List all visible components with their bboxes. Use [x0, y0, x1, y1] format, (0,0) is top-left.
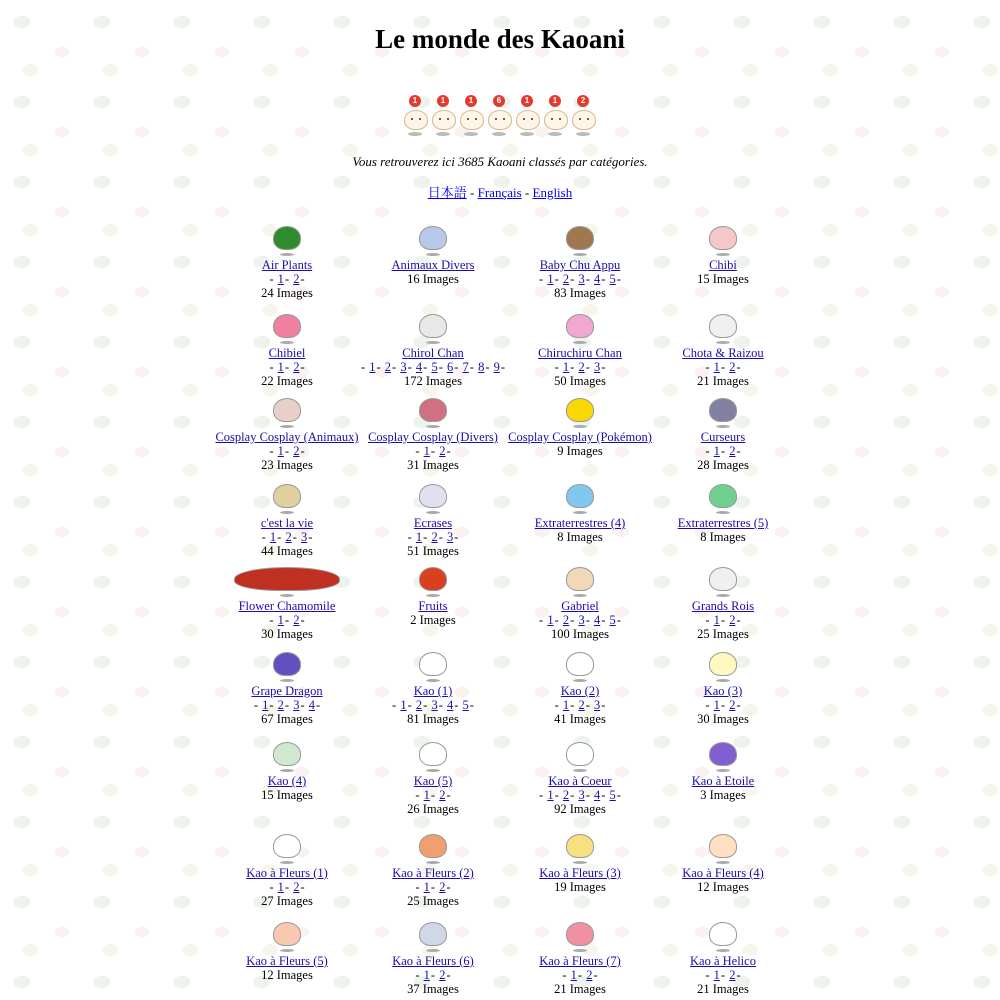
pikachu-kaoani-icon[interactable] [566, 398, 594, 422]
page-link[interactable]: 3 [578, 613, 585, 627]
category-link[interactable]: Chirol Chan [402, 346, 464, 360]
page-link[interactable]: 1 [547, 272, 554, 286]
page-link[interactable]: 1 [562, 360, 570, 374]
category-item [212, 738, 362, 802]
page-links: - 1- 2- 3- 4- 5- [539, 613, 621, 627]
category-item [212, 918, 362, 982]
category-item [505, 738, 655, 816]
image-count: 51 Images [407, 544, 459, 558]
apple-digit-icon: 1 [437, 95, 449, 107]
helicopter-kaoani-icon[interactable] [709, 922, 737, 946]
page-link[interactable]: 1 [570, 968, 577, 982]
page-link[interactable]: 4 [308, 698, 315, 712]
page-link[interactable]: 1 [423, 444, 430, 458]
page-links: - 1- 2- 3- 4- [253, 698, 321, 712]
chiruchiru-kaoani-icon[interactable] [566, 314, 594, 338]
page-link[interactable]: 9 [493, 360, 500, 374]
category-link[interactable]: Kao (2) [560, 684, 600, 698]
page-link[interactable]: 5 [609, 613, 616, 627]
category-link[interactable]: Kao à Fleurs (1) [246, 866, 328, 880]
page-link[interactable]: 1 [423, 968, 430, 982]
category-item [648, 830, 798, 894]
page-link[interactable]: 3 [593, 360, 601, 374]
category-item [212, 222, 362, 300]
page-link[interactable]: 2 [578, 698, 585, 712]
category-link[interactable]: Chibi [709, 258, 737, 272]
image-count: 26 Images [407, 802, 459, 816]
alien-blue-kaoani-icon[interactable] [566, 484, 594, 508]
category-link[interactable]: Kao (5) [413, 774, 453, 788]
page-link[interactable]: 2 [293, 444, 300, 458]
category-link[interactable]: Kao (4) [267, 774, 307, 788]
page-link[interactable]: 3 [578, 788, 585, 802]
page-link[interactable]: 3 [578, 272, 585, 286]
image-count: 28 Images [697, 458, 749, 472]
image-count: 16 Images [407, 272, 459, 286]
image-count: 8 Images [557, 530, 603, 544]
category-item [648, 738, 798, 802]
page-links: - 1- 2- [269, 360, 305, 374]
apple-digit-icon: 6 [493, 95, 505, 107]
category-link[interactable]: Grands Rois [691, 599, 755, 613]
page-link[interactable]: 1 [277, 613, 284, 627]
category-link[interactable]: Curseurs [700, 430, 746, 444]
category-item [358, 830, 508, 908]
apple-digit-icon: 2 [577, 95, 589, 107]
category-link[interactable]: Chota & Raizou [682, 346, 764, 360]
category-item [648, 394, 798, 472]
page-link[interactable]: 2 [439, 968, 446, 982]
category-item [358, 918, 508, 996]
chibi-kaoani-icon[interactable] [709, 226, 737, 250]
chirol-kaoani-icon[interactable] [419, 314, 447, 338]
page-links: - 1- 2- [269, 272, 305, 286]
page-links: - 1- 2- [562, 968, 598, 982]
flower-crown-kaoani-icon[interactable] [273, 484, 301, 508]
squashed-kaoani-icon[interactable] [419, 484, 447, 508]
fruit-kaoani-icon[interactable] [419, 567, 447, 591]
page-link[interactable]: 1 [277, 880, 284, 894]
page-link[interactable]: 2 [293, 360, 300, 374]
category-item [358, 222, 508, 286]
image-count: 22 Images [261, 374, 313, 388]
category-link[interactable]: Cosplay Cosplay (Divers) [368, 430, 498, 444]
image-count: 24 Images [261, 286, 313, 300]
dragon-kaoani-icon[interactable] [273, 652, 301, 676]
image-count: 37 Images [407, 982, 459, 996]
logo-kaoani-icon [516, 95, 538, 139]
category-item [358, 480, 508, 558]
page-links: - 1- 2- [415, 968, 451, 982]
page-links: - 1- 2- 3- [261, 530, 313, 544]
lang-japanese-link[interactable]: 日本語 [427, 185, 467, 200]
page-links: - 1- 2- 3- [554, 360, 606, 374]
page-link[interactable]: 1 [277, 360, 284, 374]
image-count: 15 Images [261, 788, 313, 802]
page-link[interactable]: 2 [293, 880, 300, 894]
category-item [212, 310, 362, 388]
page-link[interactable]: 1 [415, 530, 423, 544]
page-link[interactable]: 2 [562, 613, 570, 627]
page-link[interactable]: 2 [562, 272, 570, 286]
gabriel-kaoani-icon[interactable] [566, 567, 594, 591]
page-links: - 1- 2- [269, 444, 305, 458]
page-link[interactable]: 1 [713, 968, 720, 982]
page-link[interactable]: 1 [423, 788, 430, 802]
lang-french-link[interactable]: Français [477, 185, 522, 200]
category-item [505, 918, 655, 996]
page-link[interactable]: 1 [562, 698, 570, 712]
category-link[interactable]: Chiruchiru Chan [538, 346, 622, 360]
chibiel-kaoani-icon[interactable] [273, 314, 301, 338]
image-count: 12 Images [697, 880, 749, 894]
category-link[interactable]: Gabriel [561, 599, 599, 613]
page-links: - 1- 2- 3- 4- 5- [539, 788, 621, 802]
category-item [358, 648, 508, 726]
flower-kaoani-4-icon[interactable] [709, 834, 737, 858]
lang-separator: - [470, 185, 475, 200]
image-count: 30 Images [697, 712, 749, 726]
kaoani-logo [404, 95, 594, 139]
image-count: 50 Images [554, 374, 606, 388]
page-links: - 1- 2- 3- 4- 5- [392, 698, 474, 712]
page-link[interactable]: 8 [478, 360, 485, 374]
page-link[interactable]: 2 [439, 444, 446, 458]
page-link[interactable]: 5 [431, 360, 438, 374]
image-count: 15 Images [697, 272, 749, 286]
category-item [648, 222, 798, 286]
page-link[interactable]: 2 [293, 272, 300, 286]
category-item [358, 738, 508, 816]
page-links: - 1- 2- [269, 880, 305, 894]
page-link[interactable]: 3 [293, 698, 300, 712]
page-link[interactable]: 2 [293, 613, 300, 627]
category-link[interactable]: c'est la vie [260, 516, 314, 530]
page-link[interactable]: 1 [713, 360, 720, 374]
apple-digit-icon: 1 [465, 95, 477, 107]
image-count: 23 Images [261, 458, 313, 472]
page-link[interactable]: 5 [462, 698, 469, 712]
apple-digit-icon: 1 [549, 95, 561, 107]
page-link[interactable]: 2 [729, 698, 736, 712]
page-link[interactable]: 2 [729, 968, 736, 982]
page-link[interactable]: 2 [439, 880, 446, 894]
kao-2-icon[interactable] [566, 652, 594, 676]
category-item [505, 830, 655, 894]
category-item [358, 563, 508, 627]
category-item [648, 648, 798, 726]
image-count: 172 Images [404, 374, 462, 388]
page-link[interactable]: 2 [431, 530, 438, 544]
lang-separator: - [524, 185, 530, 200]
flower-kaoani-7-icon[interactable] [566, 922, 594, 946]
kao-3-icon[interactable] [709, 652, 737, 676]
page-link[interactable]: 1 [713, 444, 720, 458]
cat-kaoani-icon[interactable] [709, 314, 737, 338]
page-link[interactable]: 2 [729, 444, 736, 458]
image-count: 83 Images [554, 286, 606, 300]
intro-text: Vous retrouverez ici 3685 Kaoani classés par catégories. [352, 154, 648, 169]
image-count: 67 Images [261, 712, 313, 726]
page-link[interactable]: 2 [285, 530, 292, 544]
category-link[interactable]: Kao à Fleurs (2) [392, 866, 474, 880]
page-link[interactable]: 2 [277, 698, 284, 712]
kao-5-icon[interactable] [419, 742, 447, 766]
page-link[interactable]: 3 [593, 698, 601, 712]
logo-kaoani-icon [544, 95, 566, 139]
page-link[interactable]: 3 [446, 530, 454, 544]
category-link[interactable]: Extraterrestres (5) [677, 516, 769, 530]
page-link[interactable]: 5 [609, 788, 616, 802]
image-count: 9 Images [557, 444, 603, 458]
category-item [212, 648, 362, 726]
green-plant-kaoani-icon[interactable] [273, 226, 301, 250]
cosplay-misc-kaoani-icon[interactable] [419, 398, 447, 422]
category-item [505, 480, 655, 544]
page-links: - 1- 2- [415, 444, 451, 458]
page-title: Le monde des Kaoani [375, 24, 625, 54]
category-link[interactable]: Kao (3) [703, 684, 743, 698]
category-link[interactable]: Chibiel [268, 346, 306, 360]
page-links: - 1- 2- 3- 4- 5- [539, 272, 621, 286]
category-link[interactable]: Kao à Fleurs (5) [246, 954, 328, 968]
page-links: - 1- 2- 3- [407, 530, 459, 544]
flower-kaoani-1-icon[interactable] [273, 834, 301, 858]
category-item [212, 480, 362, 558]
page-link[interactable]: 6 [446, 360, 454, 374]
king-kaoani-icon[interactable] [709, 567, 737, 591]
image-count: 25 Images [697, 627, 749, 641]
logo-kaoani-icon [572, 95, 594, 139]
category-item [505, 648, 655, 726]
image-count: 27 Images [261, 894, 313, 908]
lang-english-link[interactable]: English [532, 185, 573, 200]
image-count: 8 Images [700, 530, 746, 544]
page-link[interactable]: 4 [446, 698, 454, 712]
animal-kaoani-icon[interactable] [419, 226, 447, 250]
page-link[interactable]: 1 [547, 613, 554, 627]
category-item [648, 563, 798, 641]
umbrella-kaoani-icon[interactable] [709, 742, 737, 766]
category-link[interactable]: Flower Chamomile [238, 599, 336, 613]
page-links: - 1- 2- [705, 360, 741, 374]
cosplay-animal-kaoani-icon[interactable] [273, 398, 301, 422]
page-link[interactable]: 1 [262, 698, 269, 712]
page-link[interactable]: 3 [431, 698, 438, 712]
page-link[interactable]: 4 [593, 788, 601, 802]
sushi-kaoani-icon[interactable] [234, 567, 340, 591]
category-item [358, 394, 508, 472]
cursor-kaoani-icon[interactable] [709, 398, 737, 422]
category-link[interactable]: Cosplay Cosplay (Pokémon) [508, 430, 652, 444]
category-link[interactable]: Kao à Fleurs (7) [539, 954, 621, 968]
logo-kaoani-icon [488, 95, 510, 139]
image-count: 100 Images [551, 627, 609, 641]
image-count: 3 Images [700, 788, 746, 802]
page-link[interactable]: 3 [300, 530, 308, 544]
page-link[interactable]: 2 [562, 788, 570, 802]
category-link[interactable]: Kao à Fleurs (4) [682, 866, 764, 880]
category-item [505, 310, 655, 388]
kao-4-mail-icon[interactable] [273, 742, 301, 766]
flower-kaoani-6-icon[interactable] [419, 922, 447, 946]
image-count: 21 Images [697, 374, 749, 388]
image-count: 81 Images [407, 712, 459, 726]
page-link[interactable]: 1 [369, 360, 376, 374]
category-item [358, 310, 508, 388]
image-count: 21 Images [697, 982, 749, 996]
page-links: - 1- 2- [705, 613, 741, 627]
category-item [505, 222, 655, 300]
image-count: 12 Images [261, 968, 313, 982]
page-link[interactable]: 1 [400, 698, 407, 712]
category-item [505, 394, 655, 458]
category-link[interactable]: Animaux Divers [391, 258, 475, 272]
category-item [212, 394, 362, 472]
image-count: 92 Images [554, 802, 606, 816]
image-count: 30 Images [261, 627, 313, 641]
page-link[interactable]: 1 [269, 530, 277, 544]
image-count: 2 Images [410, 613, 456, 627]
logo-kaoani-icon [460, 95, 482, 139]
category-link[interactable]: Extraterrestres (4) [534, 516, 626, 530]
category-link[interactable]: Fruits [418, 599, 448, 613]
apple-digit-icon: 1 [521, 95, 533, 107]
category-link[interactable]: Grape Dragon [251, 684, 323, 698]
category-item [505, 563, 655, 641]
category-item [648, 918, 798, 996]
page-link[interactable]: 4 [593, 272, 601, 286]
baby-chu-kaoani-icon[interactable] [566, 226, 594, 250]
page-link[interactable]: 2 [729, 613, 736, 627]
category-item [648, 480, 798, 544]
page-link[interactable]: 2 [415, 698, 423, 712]
flower-kaoani-2-icon[interactable] [419, 834, 447, 858]
category-link[interactable]: Cosplay Cosplay (Animaux) [215, 430, 359, 444]
page-links: - 1- 2- [705, 968, 741, 982]
page-links: - 1- 2- 3- 4- 5- 6- 7- 8- 9- [360, 360, 506, 374]
category-link[interactable]: Kao à Fleurs (3) [539, 866, 621, 880]
page-link[interactable]: 1 [713, 613, 720, 627]
page-links: - 1- 2- [269, 613, 305, 627]
category-link[interactable]: Kao à Etoile [691, 774, 755, 788]
page-link[interactable]: 1 [713, 698, 720, 712]
page-link[interactable]: 2 [586, 968, 593, 982]
image-count: 21 Images [554, 982, 606, 996]
page-links: - 1- 2- [705, 698, 741, 712]
image-count: 44 Images [261, 544, 313, 558]
page-link[interactable]: 7 [462, 360, 469, 374]
category-link[interactable]: Kao à Helico [690, 954, 756, 968]
image-count: 19 Images [554, 880, 606, 894]
page-links: - 1- 2- [415, 880, 451, 894]
category-link[interactable]: Kao à Coeur [548, 774, 612, 788]
page-links: - 1- 2- 3- [554, 698, 606, 712]
flower-kaoani-3-icon[interactable] [566, 834, 594, 858]
page-links: - 1- 2- [415, 788, 451, 802]
page-link[interactable]: 1 [277, 444, 284, 458]
heart-kaoani-icon[interactable] [566, 742, 594, 766]
page-link[interactable]: 4 [415, 360, 423, 374]
logo-kaoani-icon [404, 95, 426, 139]
page-links: - 1- 2- [705, 444, 741, 458]
kao-1-icon[interactable] [419, 652, 447, 676]
image-count: 41 Images [554, 712, 606, 726]
category-link[interactable]: Kao à Fleurs (6) [392, 954, 474, 968]
page-link[interactable]: 1 [277, 272, 284, 286]
category-item [212, 830, 362, 908]
flower-kaoani-5-icon[interactable] [273, 922, 301, 946]
page-link[interactable]: 2 [384, 360, 392, 374]
category-link[interactable]: Ecrases [413, 516, 453, 530]
alien-green-kaoani-icon[interactable] [709, 484, 737, 508]
category-link[interactable]: Baby Chu Appu [539, 258, 621, 272]
page-link[interactable]: 3 [400, 360, 407, 374]
category-link[interactable]: Kao (1) [413, 684, 453, 698]
image-count: 31 Images [407, 458, 459, 472]
category-item [648, 310, 798, 388]
page-link[interactable]: 2 [578, 360, 585, 374]
apple-digit-icon: 1 [409, 95, 421, 107]
page-link[interactable]: 1 [423, 880, 430, 894]
category-item [212, 563, 362, 641]
page-link[interactable]: 1 [547, 788, 554, 802]
image-count: 25 Images [407, 894, 459, 908]
page-link[interactable]: 2 [729, 360, 736, 374]
logo-kaoani-icon [432, 95, 454, 139]
language-links [0, 182, 1000, 201]
page-link[interactable]: 4 [593, 613, 601, 627]
category-link[interactable]: Air Plants [261, 258, 313, 272]
page-link[interactable]: 2 [439, 788, 446, 802]
page-link[interactable]: 5 [609, 272, 616, 286]
